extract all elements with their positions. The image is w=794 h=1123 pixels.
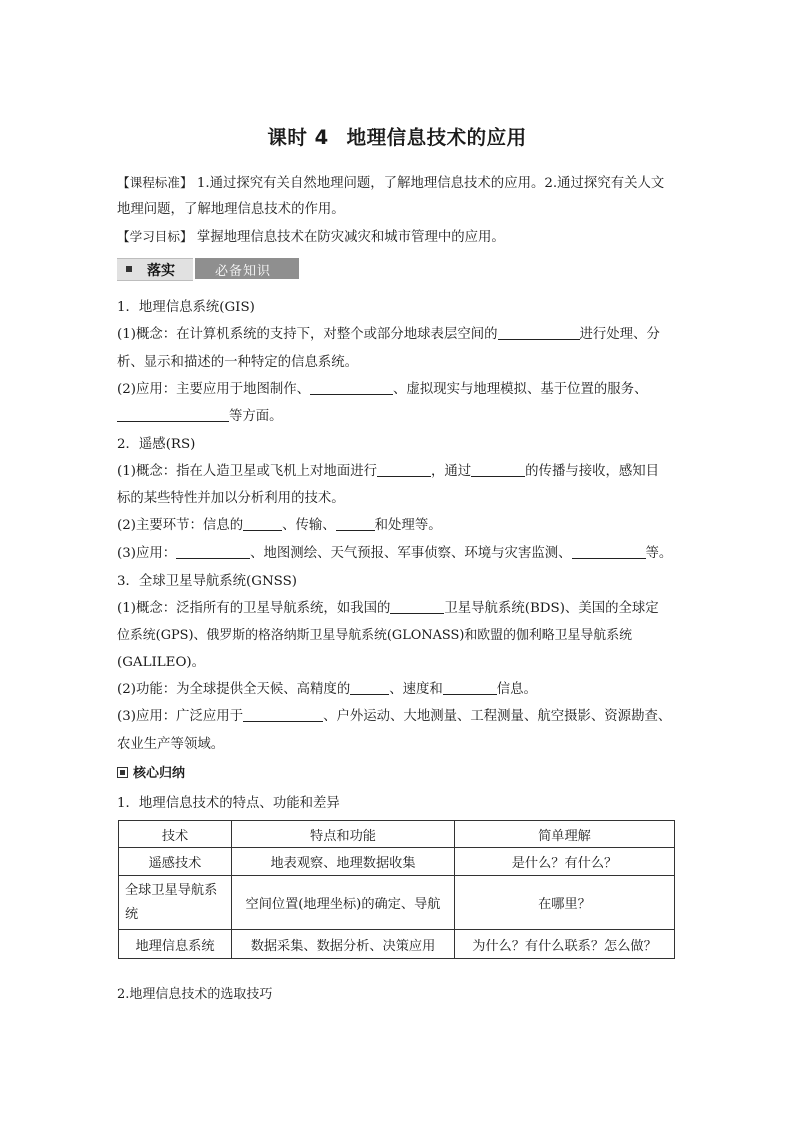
table-cell: 地表观察、地理数据收集 bbox=[232, 848, 455, 876]
summary-item-1: 1．地理信息技术的特点、功能和差异 bbox=[117, 796, 340, 811]
gnss-concept-cont-2: (GALILEO)。 bbox=[117, 655, 206, 670]
table-cell: 为什么？有什么联系？怎么做？ bbox=[455, 930, 675, 959]
section-bar-right bbox=[195, 258, 299, 279]
rs-application bbox=[117, 545, 677, 563]
gnss-concept bbox=[117, 600, 677, 618]
rs-concept-text-2: ，通过 bbox=[431, 464, 472, 479]
fill-blank bbox=[336, 517, 375, 531]
rs-app-text-2: 、地图测绘、天气预报、军事侦察、环境与灾害监测、 bbox=[250, 546, 572, 561]
gis-heading: 1．地理信息系统(GIS) bbox=[117, 300, 255, 315]
section-sublabel: 必备知识 bbox=[215, 264, 272, 279]
table-header-cell: 简单理解 bbox=[455, 821, 675, 848]
curriculum-tag: 【课程标准】 bbox=[117, 175, 193, 190]
gis-concept-text: (1)概念：在计算机系统的支持下，对整个或部分地球表层空间的 bbox=[117, 327, 498, 342]
core-summary-heading bbox=[117, 762, 185, 781]
gis-app-text-2: 、虚拟现实与地理模拟、基于位置的服务、 bbox=[393, 382, 648, 397]
table-header-cell: 特点和功能 bbox=[232, 821, 455, 848]
rs-steps bbox=[117, 517, 677, 535]
rs-app-text: (3)应用： bbox=[117, 546, 177, 561]
rs-steps-text-3: 和处理等。 bbox=[374, 518, 442, 533]
table-cell: 空间位置(地理坐标)的确定、导航 bbox=[232, 876, 455, 930]
rs-app-text-3: 等。 bbox=[645, 546, 673, 561]
fill-blank bbox=[572, 545, 646, 559]
curriculum-standard bbox=[117, 174, 677, 193]
table-cell: 地理信息系统 bbox=[119, 930, 232, 959]
gnss-concept-cont: 位系统(GPS)、俄罗斯的格洛纳斯卫星导航系统(GLONASS)和欧盟的伽利略卫星导航系统 bbox=[117, 628, 632, 643]
table-cell: 全球卫星导航系统 bbox=[119, 876, 232, 930]
fill-blank bbox=[498, 326, 580, 340]
rs-concept bbox=[117, 463, 677, 481]
gis-app-text-3: 等方面。 bbox=[229, 409, 283, 424]
rs-concept-text-3: 的传播与接收，感知目 bbox=[525, 464, 660, 479]
lesson-title: 地理信息技术的应用 bbox=[346, 126, 527, 149]
table-cell: 遥感技术 bbox=[119, 848, 232, 876]
gnss-func-text-2: 、速度和 bbox=[389, 682, 443, 697]
rs-concept-cont: 标的某些特性并加以分析利用的技术。 bbox=[117, 491, 345, 506]
fill-blank bbox=[471, 463, 525, 477]
gnss-concept-text-2: 卫星导航系统(BDS)、美国的全球定 bbox=[444, 601, 659, 616]
core-summary-label: 核心归纳 bbox=[133, 766, 186, 781]
boxed-square-icon bbox=[117, 767, 128, 778]
gis-application bbox=[117, 381, 677, 399]
summary-item-2: 2.地理信息技术的选取技巧 bbox=[117, 987, 273, 1002]
section-label: 落实 bbox=[147, 263, 175, 279]
gnss-application bbox=[117, 708, 677, 726]
gis-concept bbox=[117, 326, 677, 344]
gis-app-text: (2)应用：主要应用于地图制作、 bbox=[117, 382, 311, 397]
fill-blank bbox=[310, 381, 393, 395]
rs-concept-text: (1)概念：指在人造卫星或飞机上对地面进行 bbox=[117, 464, 377, 479]
objective-tag: 【学习目标】 bbox=[117, 229, 193, 244]
objective-text: 掌握地理信息技术在防灾减灾和城市管理中的应用。 bbox=[196, 230, 505, 245]
gis-application-cont bbox=[117, 408, 677, 426]
gnss-app-text-2: 、户外运动、大地测量、工程测量、航空摄影、资源勘查、 bbox=[323, 709, 672, 724]
curriculum-text-1: 1.通过探究有关自然地理问题，了解地理信息技术的应用。2.通过探究有关人文 bbox=[196, 176, 665, 191]
gnss-concept-text: (1)概念：泛指所有的卫星导航系统，如我国的 bbox=[117, 601, 391, 616]
table-row bbox=[119, 930, 675, 959]
tech-comparison-table bbox=[118, 820, 675, 959]
gnss-func-text: (2)功能：为全球提供全天候、高精度的 bbox=[117, 682, 351, 697]
page-title bbox=[0, 122, 794, 150]
fill-blank bbox=[443, 681, 497, 695]
section-bar bbox=[117, 258, 299, 279]
rs-steps-text-2: 、传输、 bbox=[282, 518, 336, 533]
gnss-function bbox=[117, 681, 677, 699]
gnss-application-cont: 农业生产等领域。 bbox=[117, 737, 225, 752]
fill-blank bbox=[117, 408, 229, 422]
gis-concept-cont: 析、显示和描述的一种特定的信息系统。 bbox=[117, 355, 359, 370]
fill-blank bbox=[243, 708, 323, 722]
table-header-row bbox=[119, 821, 675, 848]
fill-blank bbox=[390, 600, 444, 614]
gis-concept-text-2: 进行处理、分 bbox=[579, 327, 660, 342]
gnss-app-text: (3)应用：广泛应用于 bbox=[117, 709, 244, 724]
fill-blank bbox=[377, 463, 431, 477]
rs-steps-text: (2)主要环节：信息的 bbox=[117, 518, 244, 533]
table-row bbox=[119, 848, 675, 876]
table-cell: 数据采集、数据分析、决策应用 bbox=[232, 930, 455, 959]
fill-blank bbox=[350, 681, 389, 695]
learning-objective bbox=[117, 228, 677, 247]
gnss-func-text-3: 信息。 bbox=[496, 682, 537, 697]
curriculum-text-2: 地理问题，了解地理信息技术的作用。 bbox=[117, 202, 345, 217]
section-bar-left bbox=[117, 258, 193, 281]
rs-heading: 2．遥感(RS) bbox=[117, 437, 196, 452]
gnss-heading: 3．全球卫星导航系统(GNSS) bbox=[117, 574, 298, 589]
table-row bbox=[119, 876, 675, 930]
table-cell: 在哪里？ bbox=[455, 876, 675, 930]
fill-blank bbox=[243, 517, 282, 531]
lesson-number: 课时 4 bbox=[267, 126, 329, 149]
table-header-cell: 技术 bbox=[119, 821, 232, 848]
square-bullet-icon bbox=[126, 266, 132, 272]
fill-blank bbox=[176, 545, 250, 559]
table-cell: 是什么？有什么？ bbox=[455, 848, 675, 876]
